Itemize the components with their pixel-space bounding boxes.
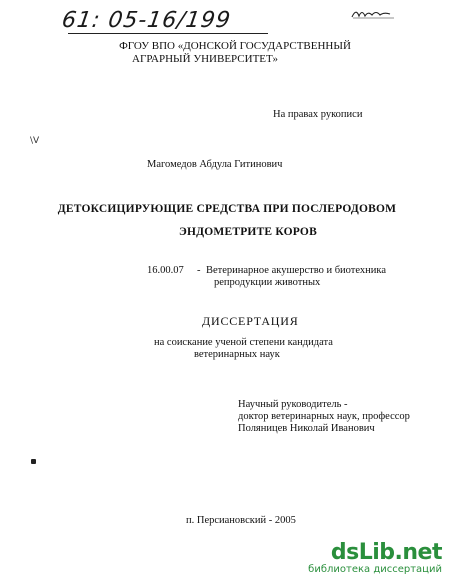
- watermark-subtitle: библиотека диссертаций: [308, 564, 442, 575]
- margin-mark: \V: [30, 136, 40, 146]
- degree-line-2: ветеринарных наук: [194, 349, 280, 360]
- specialty-name-line-1: Ветеринарное акушерство и биотехника: [206, 265, 386, 276]
- degree-line-1: на соискание ученой степени кандидата: [154, 337, 333, 348]
- dissertation-title-line-1: ДЕТОКСИЦИРУЮЩИЕ СРЕДСТВА ПРИ ПОСЛЕРОДОВОМ: [57, 203, 397, 215]
- specialty-code: 16.00.07: [147, 265, 184, 276]
- dslib-watermark: [308, 542, 442, 576]
- rights-note: На правах рукописи: [273, 109, 363, 120]
- handwritten-catalog-number: 61: 05-16/199: [60, 8, 233, 33]
- supervisor-role: Научный руководитель -: [238, 399, 348, 410]
- watermark-brand-main: dsLib: [330, 540, 395, 565]
- author-name: Магомедов Абдула Гитинович: [147, 159, 283, 170]
- watermark-brand: [308, 542, 442, 564]
- document-type: ДИССЕРТАЦИЯ: [202, 314, 299, 328]
- dissertation-title-line-2: ЭНДОМЕТРИТЕ КОРОВ: [179, 226, 317, 238]
- place-year: п. Персиановский - 2005: [186, 515, 296, 526]
- signature-icon: [350, 6, 398, 20]
- signature-mark: [350, 6, 395, 20]
- ink-blot: [31, 459, 36, 464]
- watermark-brand-tld: .net: [394, 540, 442, 565]
- institution-line-2: АГРАРНЫЙ УНИВЕРСИТЕТ»: [132, 53, 278, 65]
- handwritten-number-underline: [68, 33, 268, 34]
- supervisor-degree: доктор ветеринарных наук, профессор: [238, 411, 410, 422]
- supervisor-name: Поляницев Николай Иванович: [238, 423, 375, 434]
- institution-line-1: ФГОУ ВПО «ДОНСКОЙ ГОСУДАРСТВЕННЫЙ: [119, 40, 351, 52]
- specialty-name-line-2: репродукции животных: [214, 277, 321, 288]
- specialty-separator: -: [197, 265, 201, 276]
